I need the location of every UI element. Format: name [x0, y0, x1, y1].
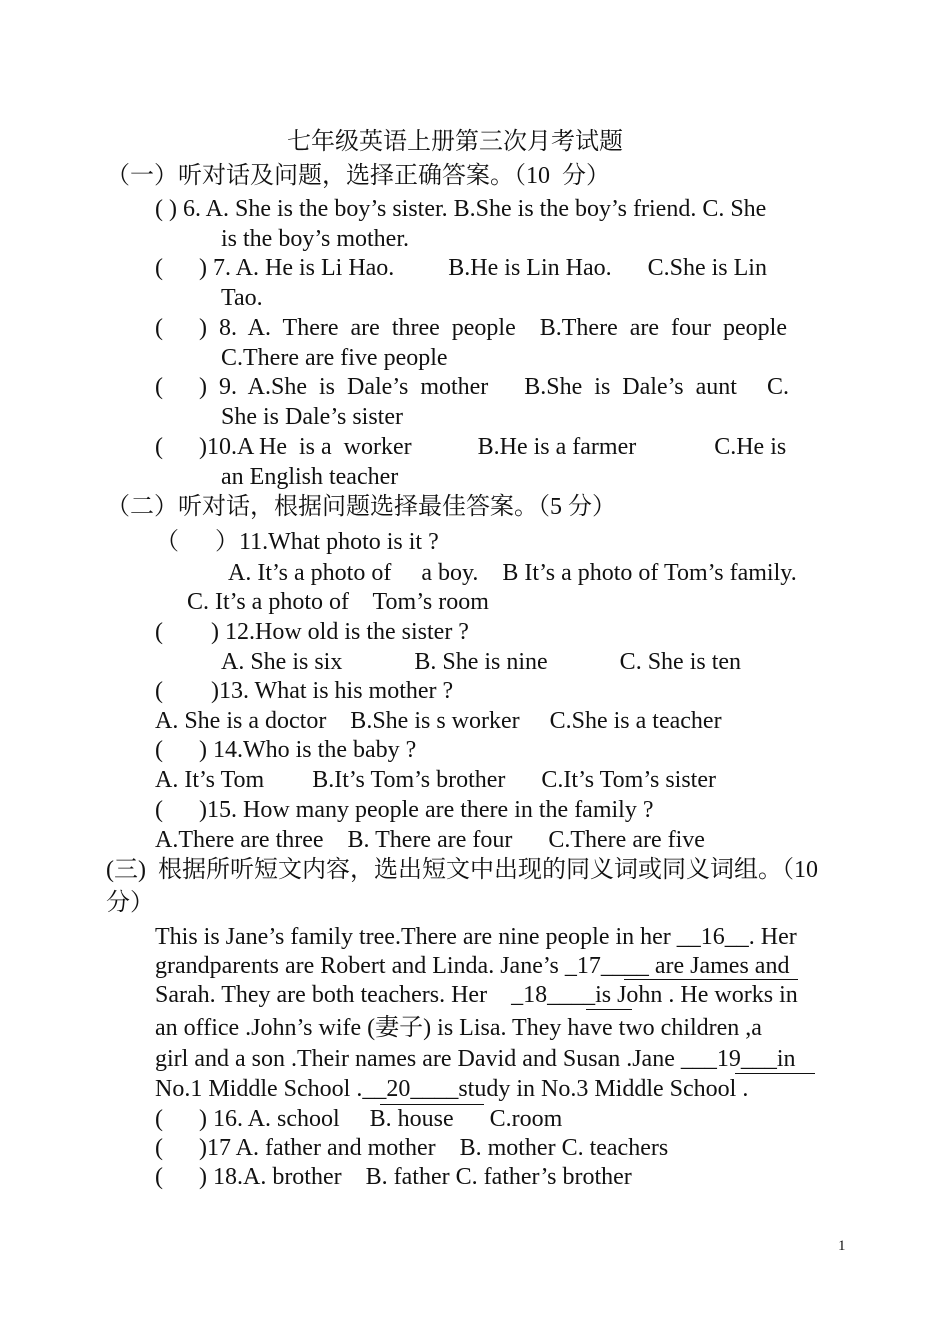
- question-13: ( )13. What is his mother ?: [155, 678, 454, 704]
- question-10-line-1: ( )10.A He is a worker B.He is a farmer C.He is: [155, 434, 787, 460]
- underline-rule: [735, 1073, 815, 1074]
- question-16: ( ) 16. A. school B. house C.room: [155, 1106, 563, 1132]
- question-7-line-1: ( ) 7. A. He is Li Hao. B.He is Lin Hao. C.She is Lin: [155, 255, 767, 281]
- question-18: ( ) 18.A. brother B. father C. father’s brother: [155, 1164, 632, 1190]
- question-11-option-c: C. It’s a photo of Tom’s room: [187, 589, 489, 615]
- page-number: 1: [838, 1238, 846, 1254]
- question-8-line-2: C.There are five people: [221, 345, 448, 371]
- question-14: ( ) 14.Who is the baby ?: [155, 737, 417, 763]
- passage-line: an office .John’s wife (妻子) is Lisa. They have two children ,a: [155, 1015, 762, 1041]
- question-6-line-2: is the boy’s mother.: [221, 226, 409, 252]
- question-12-options: A. She is six B. She is nine C. She is ten: [221, 649, 742, 675]
- question-15-options: A.There are three B. There are four C.There are five: [155, 827, 705, 853]
- passage-line: This is Jane’s family tree.There are nine people in her __16__. Her: [155, 924, 797, 950]
- question-6-line-1: ( ) 6. A. She is the boy’s sister. B.She is the boy’s friend. C. She: [155, 196, 767, 222]
- question-10-line-2: an English teacher: [221, 464, 399, 490]
- underline-rule: [624, 979, 798, 980]
- passage-line: grandparents are Robert and Linda. Jane’s _17____ are James and: [155, 953, 790, 979]
- question-8-line-1: ( ) 8. A. There are three people B.There are four people: [155, 315, 787, 341]
- question-17: ( )17 A. father and mother B. mother C. teachers: [155, 1135, 669, 1161]
- section-1-heading: （一）听对话及问题，选择正确答案。（10 分）: [106, 163, 610, 189]
- question-9-line-1: ( ) 9. A.She is Dale’s mother B.She is Dale’s aunt C.: [155, 374, 789, 400]
- page-title: 七年级英语上册第三次月考试题: [287, 129, 623, 155]
- question-7-line-2: Tao.: [221, 285, 263, 311]
- question-13-options: A. She is a doctor B.She is s worker C.She is a teacher: [155, 708, 722, 734]
- section-3-heading-line-2: 分）: [106, 890, 154, 916]
- question-9-line-2: She is Dale’s sister: [221, 404, 403, 430]
- question-14-options: A. It’s Tom B.It’s Tom’s brother C.It’s Tom’s sister: [155, 767, 716, 793]
- question-12: ( ) 12.How old is the sister ?: [155, 619, 469, 645]
- section-2-heading: （二）听对话，根据问题选择最佳答案。（5 分）: [106, 494, 616, 520]
- question-11: （ ）11.What photo is it ?: [155, 529, 439, 555]
- question-15: ( )15. How many people are there in the family ?: [155, 797, 654, 823]
- underline-rule: [586, 1009, 632, 1010]
- section-3-heading-line-1: (三) 根据所听短文内容，选出短文中出现的同义词或同义词组。（10: [106, 857, 818, 883]
- question-11-options-ab: A. It’s a photo of a boy. B It’s a photo of Tom’s family.: [228, 560, 797, 586]
- passage-line: Sarah. They are both teachers. Her _18____is John . He works in: [155, 982, 798, 1008]
- passage-line: No.1 Middle School .__20____study in No.3 Middle School .: [155, 1076, 749, 1102]
- passage-line: girl and a son .Their names are David and Susan .Jane ___19___in: [155, 1046, 796, 1072]
